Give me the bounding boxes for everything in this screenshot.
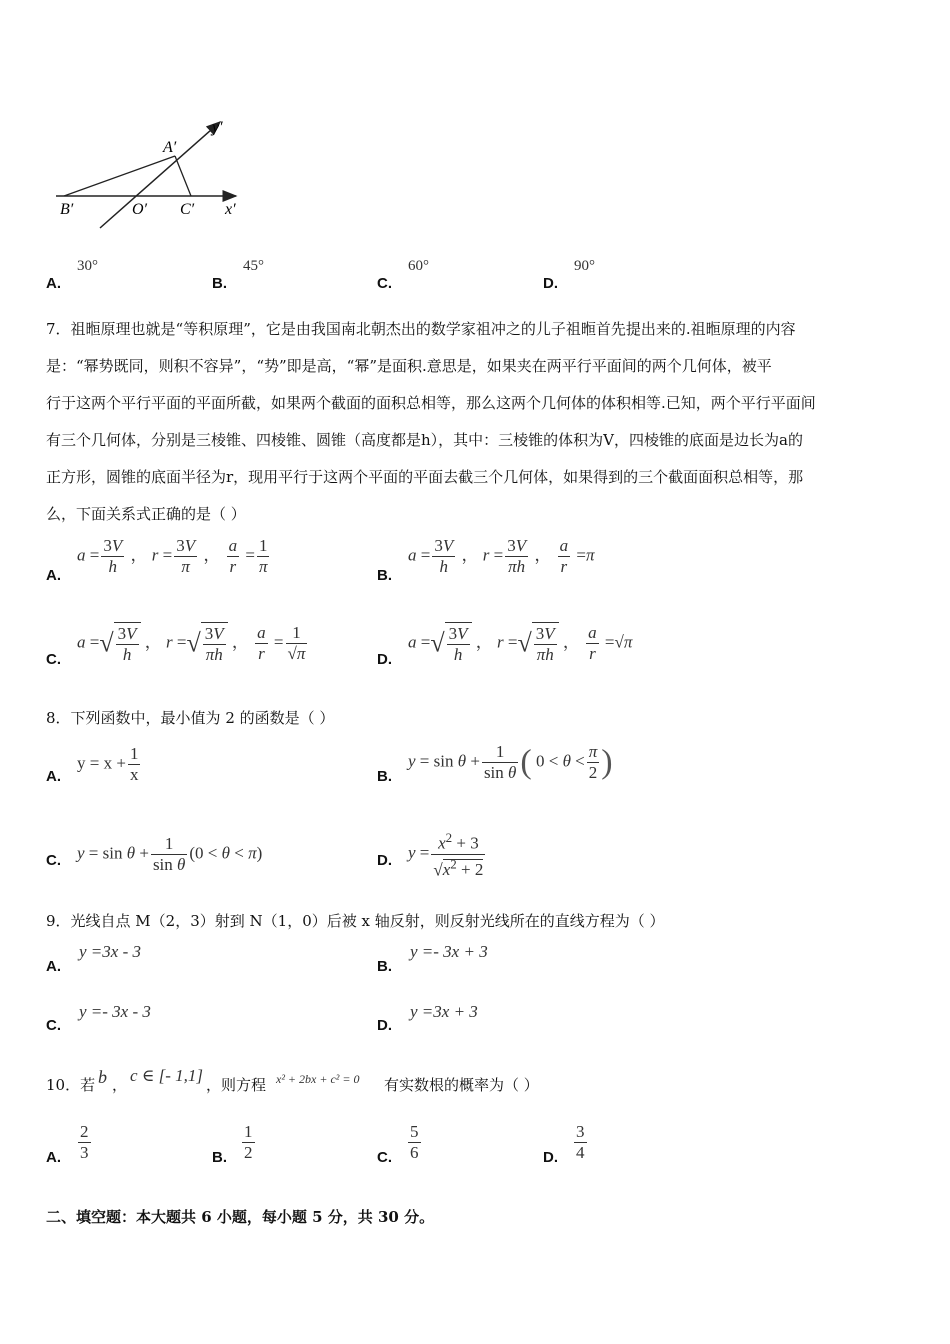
q8-stem: 8．下列函数中，最小值为 2 的函数是（ ） [46, 709, 335, 727]
q7-line: 7．祖暅原理也就是“等积原理”，它是由我国南北朝杰出的数学家祖冲之的儿子祖暅首先提出来的.祖暅原理的内容 [46, 320, 796, 338]
q7-line: 是：“幂势既同，则积不容异”，“势”即是高，“幂”是面积.意思是，如果夹在两平行平面间的两个几何体，被平 [46, 357, 772, 375]
q9-stem: 9．光线自点 M（2，3）射到 N（1，0）后被 x 轴反射，则反射光线所在的直线方程为（ ） [46, 912, 665, 930]
q10-c-fraction: $\frac{5}{6}$ [410, 1122, 419, 1162]
q8-d-formula: y = $\frac{x^2 + 3}{√x^2 + 2}$ [408, 830, 484, 880]
q7-line: 行于这两个平行平面的平面所截，如果两个截面的面积总相等，那么这两个几何体的体积相等.已知，两个平行平面间 [46, 394, 816, 412]
segment-ac [175, 156, 191, 196]
label-a: A′ [163, 139, 177, 156]
oblique-axes-figure [50, 110, 250, 235]
q10-a-fraction: $\frac{2}{3}$ [80, 1122, 89, 1162]
q8-c-formula: y = sin θ + $\frac{1}{\text{sin θ}}$ (0 < θ < π) [77, 834, 263, 874]
q7-line: 么，下面关系式正确的是（ ） [46, 505, 246, 523]
label-y: y′ [212, 119, 223, 136]
label-o: O′ [132, 201, 148, 218]
q7-stem [46, 311, 908, 533]
q7-a-formula: a = $\frac{3V}{h}$ ， r = $\frac{3V}{\pi}$ ， $\frac{a}{r}$ = $\frac{1}{\pi}$ [77, 536, 268, 576]
q7-d-formula: a =√ $\frac{3V}{h}$ ， r =√ $\frac{3V}{\pi h}$ ， $\frac{a}{r}$ =√π [408, 623, 633, 664]
q8-a-formula: y = x + $\frac{1}{x}$ [77, 744, 139, 784]
label-b: B′ [60, 201, 74, 218]
q7-b-formula: a = $\frac{3V}{h}$ ， r = $\frac{3V}{\pi h}$ ， $\frac{a}{r}$ =π [408, 536, 595, 576]
q8-b-formula: y = sin θ + $\frac{1}{\text{sin θ}}$ ( 0 < θ < $\frac{\pi}{2}$ ) [408, 742, 613, 782]
q7-line: 正方形，圆锥的底面半径为r，现用平行于这两个平面的平面去截三个几何体，如果得到的三个截面面积总相等，那 [46, 468, 804, 486]
q7-line: 有三个几何体，分别是三棱锥、四棱锥、圆锥（高度都是h），其中：三棱锥的体积为V，四棱锥的底面是边长为a的 [46, 431, 803, 449]
label-c: C′ [180, 201, 195, 218]
q10-b-fraction: $\frac{1}{2}$ [244, 1122, 253, 1162]
q10-d-fraction: $\frac{3}{4}$ [576, 1122, 585, 1162]
q7-c-formula: a =√ $\frac{3V}{h}$ ， r =√ $\frac{3V}{\pi h}$ ， $\frac{a}{r}$ = $\frac{1}{√\pi}$ [77, 623, 306, 664]
y-axis [100, 122, 220, 228]
label-x: x′ [225, 201, 236, 218]
section-heading: 二、填空题：本大题共 6 小题，每小题 5 分，共 30 分。 [46, 1208, 435, 1226]
q10-stem: 10．若 b ， c ∈ [- 1,1] ，则方程 x² + 2bx + c² = 0 有实数根的概率为（ ） [46, 1066, 539, 1094]
